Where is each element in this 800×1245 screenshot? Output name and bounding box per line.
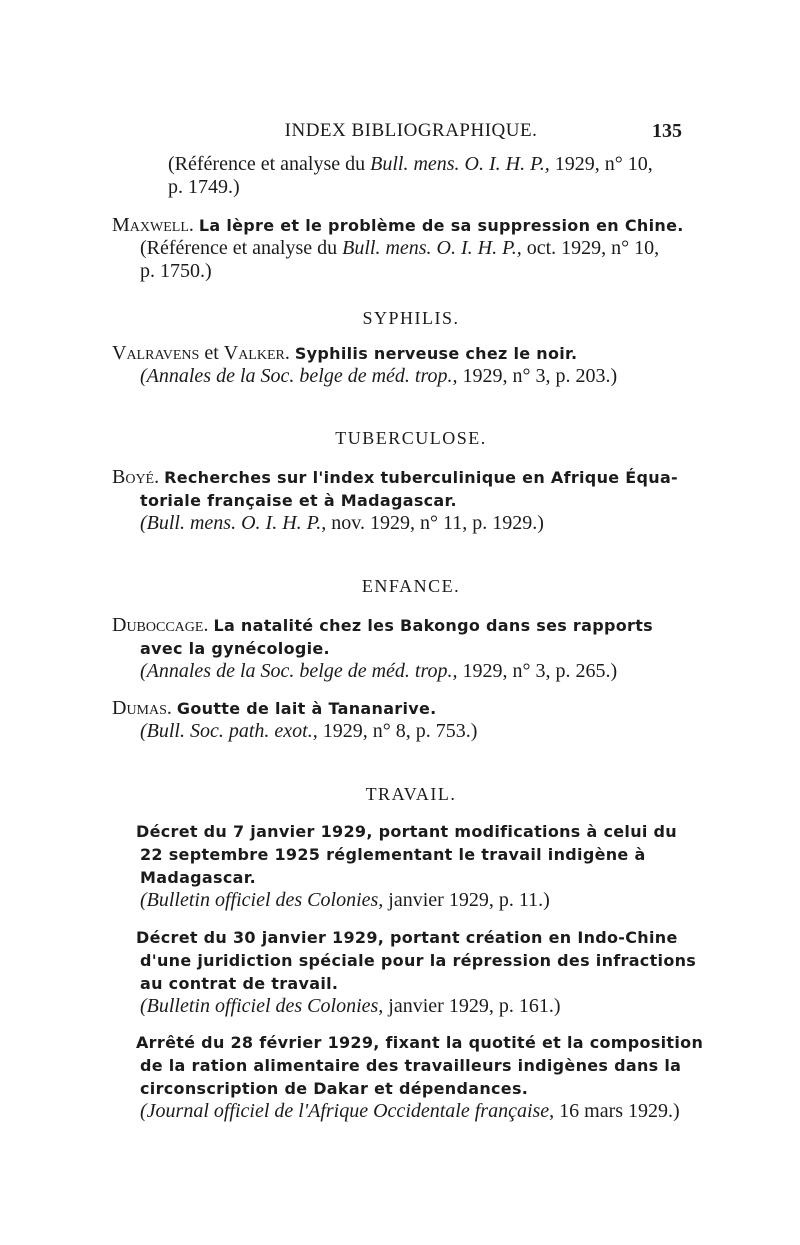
entry-title: La natalité chez les Bakongo dans ses rapports bbox=[213, 616, 653, 635]
section-heading-enfance: ENFANCE. bbox=[361, 576, 461, 596]
entry-title: Arrêté du 28 février 1929, fixant la quotité et la composition bbox=[136, 1033, 704, 1052]
entry-citation: (Bulletin officiel des Colonies, janvier 1929, p. 11.) bbox=[140, 889, 550, 911]
page-header bbox=[140, 120, 682, 144]
entry-title: Décret du 7 janvier 1929, portant modifications à celui du bbox=[136, 822, 677, 841]
entry-title: circonscription de Dakar et dépendances. bbox=[140, 1079, 529, 1098]
entry-author: Dumas. bbox=[112, 697, 172, 719]
entry-decret-7-janvier bbox=[136, 820, 682, 912]
entry-title: Syphilis nerveuse chez le noir. bbox=[294, 344, 578, 363]
entry-title: 22 septembre 1925 réglementant le travail indigène à bbox=[140, 845, 646, 864]
entry-author: Valravens bbox=[112, 342, 200, 364]
entry-valravens: Valravens et Valker. Syphilis nerveuse chez le noir. (Annales de la Soc. belge de méd. trop., 1929, n° 3, p. 203.) bbox=[140, 342, 682, 388]
entry-citation: (Bulletin officiel des Colonies, janvier 1929, p. 161.) bbox=[140, 995, 561, 1017]
entry-citation: (Annales de la Soc. belge de méd. trop., 1929, n° 3, p. 265.) bbox=[140, 660, 618, 682]
entry-citation: (Bull. mens. O. I. H. P., nov. 1929, n° 11, p. 1929.) bbox=[140, 512, 544, 534]
entry-author: Duboccage. bbox=[112, 614, 209, 636]
entry-arrete-28-fevrier bbox=[136, 1031, 704, 1123]
entry-title: Madagascar. bbox=[140, 868, 257, 887]
entry-title: de la ration alimentaire des travailleurs indigènes dans la bbox=[140, 1056, 682, 1075]
entry-author: Maxwell. bbox=[112, 214, 194, 236]
entry-decret-30-janvier bbox=[136, 926, 697, 1018]
entry-title: d'une juridiction spéciale pour la répression des infractions bbox=[140, 951, 697, 970]
continued-citation: (Référence et analyse du Bull. mens. O. I. H. P., 1929, n° 10, p. 1749.) bbox=[168, 153, 653, 198]
entry-dumas bbox=[112, 697, 682, 743]
entry-maxwell: Maxwell. La lèpre et le problème de sa suppression en Chine. (Référence et analyse du Bull. mens. O. I. H. P., oct. 1929, n° 10, p. 1750.) bbox=[112, 214, 684, 282]
entry-title: au contrat de travail. bbox=[140, 974, 339, 993]
running-title: INDEX BIBLIOGRAPHIQUE. bbox=[284, 120, 538, 141]
entry-duboccage bbox=[112, 614, 682, 683]
entry-title: Décret du 30 janvier 1929, portant création en Indo-Chine bbox=[136, 928, 678, 947]
entry-title: toriale française et à Madagascar. bbox=[140, 491, 457, 510]
section-heading-tuberculose: TUBERCULOSE. bbox=[335, 428, 487, 448]
entry-title: avec la gynécologie. bbox=[140, 639, 330, 658]
entry-citation: (Référence et analyse du Bull. mens. O. I. H. P., oct. 1929, n° 10, bbox=[140, 237, 660, 259]
entry-title: La lèpre et le problème de sa suppression en Chine. bbox=[198, 216, 684, 235]
entry-title: Recherches sur l'index tuberculinique en Afrique Équa- bbox=[164, 468, 678, 487]
entry-author: Valker. bbox=[223, 342, 290, 364]
entry-boye bbox=[112, 466, 682, 535]
page-number: 135 bbox=[652, 120, 682, 142]
entry-citation: (Annales de la Soc. belge de méd. trop., 1929, n° 3, p. 203.) bbox=[140, 365, 618, 387]
entry-author: Boyé. bbox=[112, 466, 160, 488]
section-heading-travail: TRAVAIL. bbox=[365, 784, 457, 804]
entry-citation: (Journal officiel de l'Afrique Occidentale française, 16 mars 1929.) bbox=[140, 1100, 680, 1122]
entry-title: Goutte de lait à Tananarive. bbox=[176, 699, 437, 718]
entry-citation: (Bull. Soc. path. exot., 1929, n° 8, p. 753.) bbox=[140, 720, 478, 742]
section-heading-syphilis: SYPHILIS. bbox=[362, 308, 460, 328]
